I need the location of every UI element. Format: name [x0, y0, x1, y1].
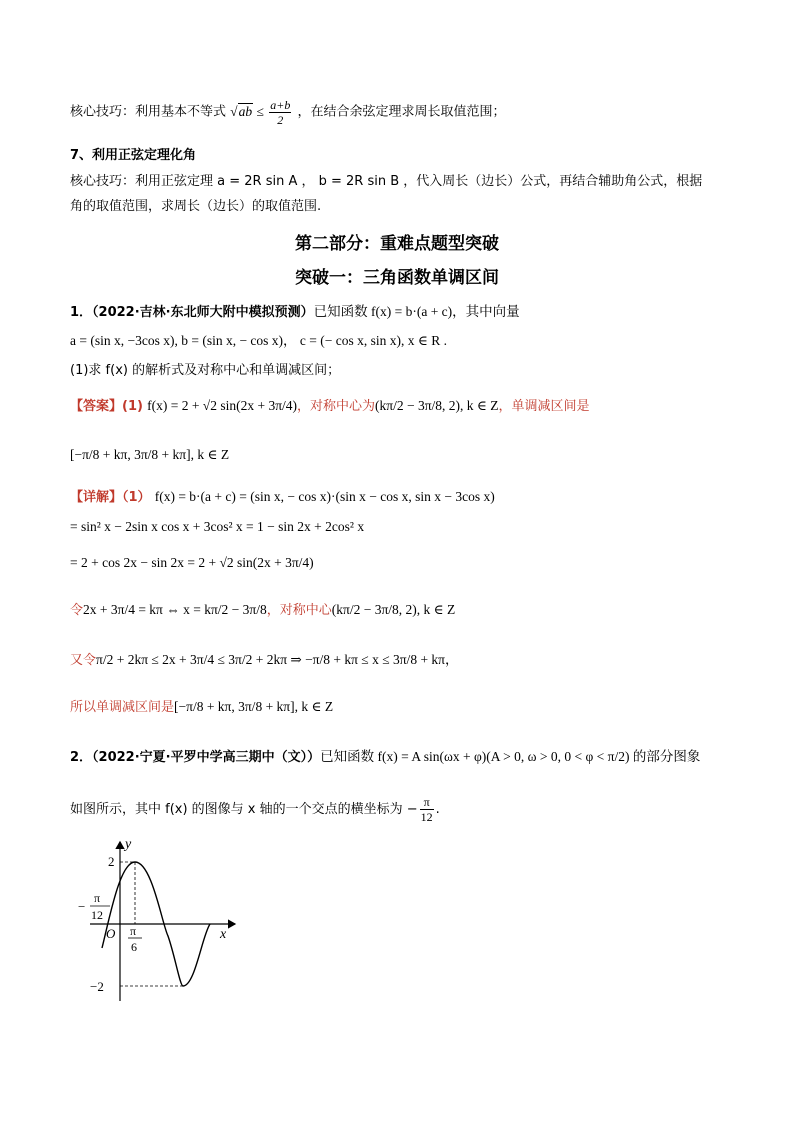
answer-expression: f(x) = 2 + √2 sin(2x + 3π/4) — [147, 398, 298, 413]
tip-prefix: 核心技巧：利用基本不等式 — [70, 104, 227, 120]
q2-line2-prefix: 如图所示，其中 f(x) 的图像与 x 轴的一个交点的横坐标为 − — [70, 802, 418, 817]
sine-graph — [80, 836, 250, 1006]
q1-number: 1． — [70, 305, 93, 320]
detail-l1: f(x) = b·(a + c) = (sin x, − cos x)·(sin x − cos x, sin x − 3cos x) — [154, 489, 495, 504]
y-max-label: 2 — [108, 854, 115, 869]
section7-line2: 角的取值范围，求周长（边长）的取值范围. — [70, 199, 322, 214]
x-tick-den: 6 — [131, 940, 137, 954]
q2-frac-den: 12 — [420, 810, 433, 824]
origin-label: O — [106, 926, 116, 941]
break1-title: 突破一：三角函数单调区间 — [295, 268, 499, 288]
frac-den: 2 — [277, 113, 284, 127]
part2-title: 第二部分：重难点题型突破 — [295, 234, 499, 254]
x-left-den: 12 — [91, 908, 103, 922]
detail-l2: = sin² x − 2sin x cos x + 3cos² x = 1 − sin 2x + 2cos² x — [70, 519, 365, 534]
q2-line2-suffix: . — [435, 802, 440, 817]
detail-l5: π/2 + 2kπ ≤ 2x + 3π/4 ≤ 3π/2 + 2kπ ⇒ −π/8 + kπ ≤ x ≤ 3π/8 + kπ， — [96, 652, 459, 667]
frac-num: a+b — [270, 98, 291, 112]
answer-interval: [−π/8 + kπ, 3π/8 + kπ], k ∈ Z — [70, 447, 230, 462]
q1-source: （2022·吉林·东北师大附中模拟预测） — [92, 305, 314, 320]
tip-inequality-line: 核心技巧：利用基本不等式 √ab ≤ $\frac{a+b}{2}$ ，在结合余弦定理求周长取值范围； — [70, 98, 506, 127]
leq-sign: ≤ — [256, 103, 264, 119]
detail-part: （1） — [122, 490, 151, 505]
q2-stem: 已知函数 f(x) = A sin(ωx + φ)(A > 0, ω > 0, 0 < φ < π/2) 的部分图象 — [320, 749, 701, 764]
answer-dec-label: ，单调减区间是 — [498, 399, 590, 414]
section7-heading: 7、利用正弦定理化角 — [70, 148, 197, 163]
q1-vectors: a = (sin x, −3cos x), b = (sin x, − cos x)， c = (− cos x, sin x), x ∈ R . — [70, 333, 448, 348]
detail-l6-line — [70, 697, 734, 718]
detail-l6: [−π/8 + kπ, 3π/8 + kπ], k ∈ Z — [174, 699, 334, 714]
q1-answer-line — [70, 396, 734, 417]
x-tick-num: π — [130, 924, 137, 938]
q2-number: 2． — [70, 750, 93, 765]
y-min-label: −2 — [90, 979, 104, 994]
answer-center: (kπ/2 − 3π/8, 2), k ∈ Z — [375, 398, 499, 413]
q1-stem: 已知函数 f(x) = b·(a + c)，其中向量 — [313, 304, 520, 319]
q1-stem-line — [70, 302, 734, 323]
q2-source: （2022·宁夏·平罗中学高三期中（文）） — [92, 750, 321, 765]
tip-suffix: ，在结合余弦定理求周长取值范围； — [297, 104, 506, 120]
q2-frac-num: π — [420, 795, 434, 810]
section7-line1: 核心技巧：利用正弦定理 a = 2R sin A ， b = 2R sin B ，代入周长（边长）公式，再结合辅助角公式，根据 — [70, 174, 703, 189]
detail-l5-prefix: 又令 — [70, 653, 97, 668]
q2-line2 — [70, 795, 734, 824]
detail-l4-center: (kπ/2 − 3π/8, 2), k ∈ Z — [331, 602, 456, 617]
q1-sub1: (1)求 f(x) 的解析式及对称中心和单调减区间； — [70, 363, 341, 378]
answer-tag: 【答案】 — [70, 399, 123, 414]
answer-part: (1) — [122, 399, 143, 414]
detail-l3: = 2 + cos 2x − sin 2x = 2 + √2 sin(2x + 3π/4) — [70, 555, 314, 570]
detail-l5-line — [70, 650, 734, 671]
detail-l4-line — [70, 600, 734, 621]
detail-l4-label: ，对称中心 — [266, 603, 332, 618]
detail-l4: 2x + 3π/4 = kπ ⇔ x = kπ/2 − 3π/8 — [83, 602, 267, 617]
q1-detail-line1 — [70, 487, 734, 508]
answer-center-label: ，对称中心为 — [297, 399, 376, 414]
x-axis-label: x — [220, 927, 227, 942]
detail-tag: 【详解】 — [70, 490, 123, 505]
x-left-sign: − — [78, 899, 86, 914]
sqrt-ab: ab — [238, 103, 253, 119]
y-axis-label: y — [125, 837, 132, 852]
detail-l6-prefix: 所以单调减区间是 — [70, 700, 175, 715]
detail-l4-prefix: 令 — [70, 603, 84, 618]
x-left-num: π — [94, 891, 101, 905]
q2-stem-line — [70, 747, 734, 768]
